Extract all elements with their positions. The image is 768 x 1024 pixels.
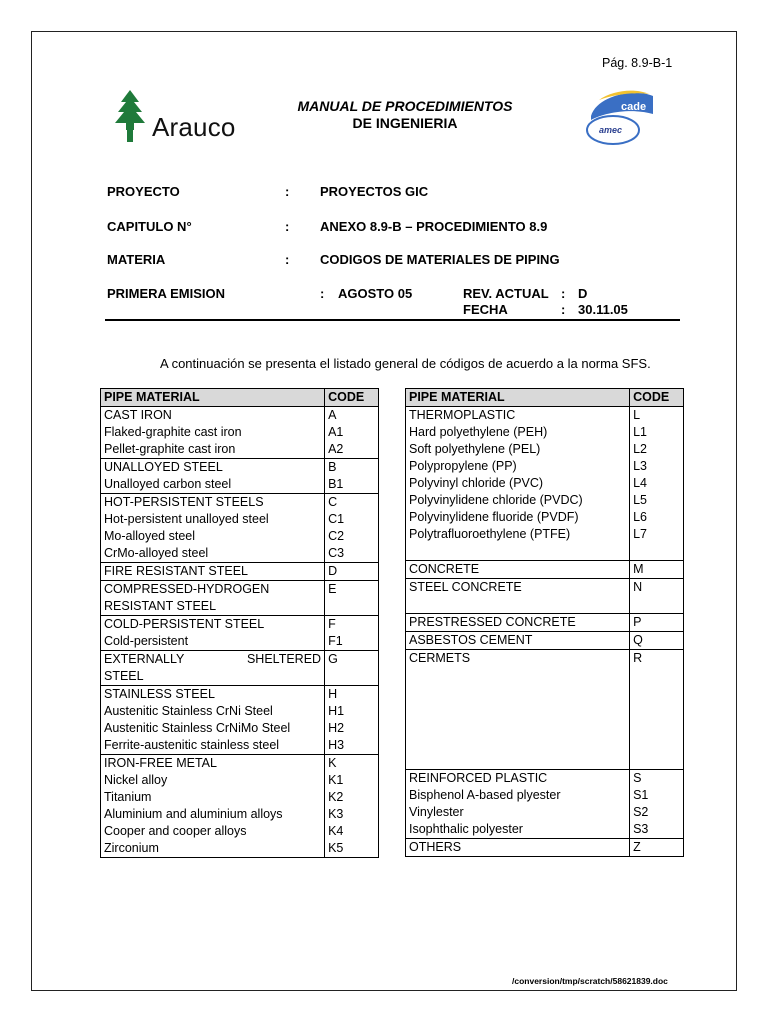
- material-cell: Nickel alloy: [101, 772, 325, 789]
- code-cell: D: [325, 563, 379, 581]
- material-cell: [406, 752, 630, 770]
- table-row: [406, 821, 684, 839]
- table-row: [101, 424, 379, 441]
- table-row: [101, 772, 379, 789]
- table-row: [101, 545, 379, 563]
- table-row: [406, 475, 684, 492]
- code-cell: [630, 543, 684, 561]
- emision-value: AGOSTO 05: [338, 286, 413, 301]
- materia-label: MATERIA: [107, 252, 166, 267]
- code-cell: [325, 598, 379, 616]
- fecha-value: 30.11.05: [578, 302, 628, 317]
- code-cell: F1: [325, 633, 379, 651]
- table-row: [101, 511, 379, 528]
- table-row: [101, 616, 379, 634]
- material-cell: COLD-PERSISTENT STEEL: [101, 616, 325, 634]
- code-cell: K1: [325, 772, 379, 789]
- material-cell: Austenitic Stainless CrNi Steel: [101, 703, 325, 720]
- code-cell: B1: [325, 476, 379, 494]
- table-row: [101, 840, 379, 858]
- rev-label: REV. ACTUAL: [463, 286, 549, 301]
- material-cell: COMPRESSED-HYDROGEN: [101, 581, 325, 599]
- material-cell: Aluminium and aluminium alloys: [101, 806, 325, 823]
- material-cell: Ferrite-austenitic stainless steel: [101, 737, 325, 755]
- table-row: [406, 492, 684, 509]
- material-cell: Polypropylene (PP): [406, 458, 630, 475]
- capitulo-colon: :: [285, 219, 290, 234]
- material-cell: IRON-FREE METAL: [101, 755, 325, 773]
- code-cell: H3: [325, 737, 379, 755]
- code-cell: [630, 667, 684, 684]
- material-cell: Soft polyethylene (PEL): [406, 441, 630, 458]
- table-row: [101, 459, 379, 477]
- code-cell: Q: [630, 632, 684, 650]
- materia-value: CODIGOS DE MATERIALES DE PIPING: [320, 252, 560, 267]
- table-row: [101, 633, 379, 651]
- table-row: [406, 509, 684, 526]
- code-cell: L1: [630, 424, 684, 441]
- table-row: [406, 543, 684, 561]
- material-cell: [406, 667, 630, 684]
- table-row: [406, 667, 684, 684]
- table-row: [101, 476, 379, 494]
- table-row: [406, 735, 684, 752]
- code-cell: L5: [630, 492, 684, 509]
- material-cell: [406, 543, 630, 561]
- table-row: [406, 632, 684, 650]
- material-cell: [406, 701, 630, 718]
- material-cell: CONCRETE: [406, 561, 630, 579]
- capitulo-value: ANEXO 8.9-B – PROCEDIMIENTO 8.9: [320, 219, 548, 234]
- tree-icon: [112, 90, 148, 144]
- code-cell: K5: [325, 840, 379, 858]
- code-cell: G: [325, 651, 379, 669]
- rev-colon: :: [561, 286, 566, 301]
- code-cell: L7: [630, 526, 684, 543]
- footer-file-path: /conversion/tmp/scratch/58621839.doc: [512, 976, 668, 986]
- material-cell: [406, 684, 630, 701]
- left-header-material: PIPE MATERIAL: [101, 389, 325, 407]
- table-row: [101, 441, 379, 459]
- table-row: [101, 755, 379, 773]
- proyecto-value: PROYECTOS GIC: [320, 184, 429, 199]
- material-cell: CrMo-alloyed steel: [101, 545, 325, 563]
- material-cell: STAINLESS STEEL: [101, 686, 325, 704]
- arauco-logo-text: Arauco: [152, 112, 236, 142]
- code-cell: S: [630, 770, 684, 788]
- material-cell: CAST IRON: [101, 407, 325, 425]
- material-cell: Bisphenol A-based plyester: [406, 787, 630, 804]
- table-row: [101, 686, 379, 704]
- code-cell: [630, 735, 684, 752]
- code-cell: N: [630, 579, 684, 597]
- table-row: [101, 703, 379, 720]
- code-cell: A1: [325, 424, 379, 441]
- emision-colon: :: [320, 286, 325, 301]
- material-cell: STEEL: [101, 668, 325, 686]
- code-cell: P: [630, 614, 684, 632]
- material-cell: REINFORCED PLASTIC: [406, 770, 630, 788]
- code-cell: [630, 752, 684, 770]
- material-cell: Polyvinylidene chloride (PVDC): [406, 492, 630, 509]
- code-cell: M: [630, 561, 684, 579]
- document-title-line1: MANUAL DE PROCEDIMIENTOS: [297, 98, 513, 114]
- table-row: [406, 614, 684, 632]
- code-cell: K3: [325, 806, 379, 823]
- table-row: [406, 650, 684, 668]
- table-row: [406, 804, 684, 821]
- cade-logo-icon: [583, 86, 659, 150]
- material-cell: UNALLOYED STEEL: [101, 459, 325, 477]
- material-cell: Pellet-graphite cast iron: [101, 441, 325, 459]
- material-cell: Zirconium: [101, 840, 325, 858]
- material-cell: Unalloyed carbon steel: [101, 476, 325, 494]
- material-cell: Austenitic Stainless CrNiMo Steel: [101, 720, 325, 737]
- table-row: [406, 787, 684, 804]
- right-header-material: PIPE MATERIAL: [406, 389, 630, 407]
- table-row: [406, 526, 684, 543]
- material-cell: [406, 596, 630, 614]
- code-cell: [630, 718, 684, 735]
- proyecto-label: PROYECTO: [107, 184, 180, 199]
- material-cell: EXTERNALLY SHELTERED: [101, 651, 325, 669]
- code-cell: [630, 701, 684, 718]
- material-cell: OTHERS: [406, 839, 630, 857]
- code-cell: C2: [325, 528, 379, 545]
- header-divider: [105, 319, 680, 321]
- table-row: [101, 823, 379, 840]
- right-materials-table: [405, 388, 684, 857]
- code-cell: [630, 596, 684, 614]
- table-row: [101, 581, 379, 599]
- code-cell: L6: [630, 509, 684, 526]
- table-row: [101, 720, 379, 737]
- material-cell: [406, 735, 630, 752]
- material-cell: Cold-persistent: [101, 633, 325, 651]
- table-row: [406, 441, 684, 458]
- code-cell: H1: [325, 703, 379, 720]
- table-row: [101, 651, 379, 669]
- right-header-code: CODE: [630, 389, 684, 407]
- materia-colon: :: [285, 252, 290, 267]
- table-row: [101, 668, 379, 686]
- code-cell: K2: [325, 789, 379, 806]
- table-row: [101, 598, 379, 616]
- code-cell: L4: [630, 475, 684, 492]
- code-cell: H2: [325, 720, 379, 737]
- table-row: [406, 770, 684, 788]
- code-cell: S3: [630, 821, 684, 839]
- table-row: [101, 789, 379, 806]
- code-cell: C3: [325, 545, 379, 563]
- table-row: [406, 458, 684, 475]
- code-cell: S2: [630, 804, 684, 821]
- table-row: [406, 561, 684, 579]
- left-materials-table: [100, 388, 379, 858]
- page-number: Pág. 8.9-B-1: [602, 56, 673, 70]
- code-cell: A2: [325, 441, 379, 459]
- document-title-line2: DE INGENIERIA: [352, 115, 458, 131]
- material-cell: Polytrafluoroethylene (PTFE): [406, 526, 630, 543]
- material-cell: PRESTRESSED CONCRETE: [406, 614, 630, 632]
- table-row: [406, 718, 684, 735]
- code-cell: C: [325, 494, 379, 512]
- code-cell: S1: [630, 787, 684, 804]
- code-cell: A: [325, 407, 379, 425]
- code-cell: C1: [325, 511, 379, 528]
- fecha-label: FECHA: [463, 302, 508, 317]
- table-row: [101, 563, 379, 581]
- rev-value: D: [578, 286, 588, 301]
- code-cell: F: [325, 616, 379, 634]
- table-row: [406, 839, 684, 857]
- cade-logo-text: cade: [621, 101, 647, 113]
- material-cell: Mo-alloyed steel: [101, 528, 325, 545]
- table-row: [406, 579, 684, 597]
- document-title: [270, 98, 540, 132]
- code-cell: L3: [630, 458, 684, 475]
- code-cell: H: [325, 686, 379, 704]
- table-row: [406, 424, 684, 441]
- material-cell: Polyvinyl chloride (PVC): [406, 475, 630, 492]
- material-cell: Vinylester: [406, 804, 630, 821]
- material-cell: Cooper and cooper alloys: [101, 823, 325, 840]
- intro-paragraph: A continuación se presenta el listado general de códigos de acuerdo a la norma SFS.: [160, 356, 651, 371]
- code-cell: L2: [630, 441, 684, 458]
- material-cell: Titanium: [101, 789, 325, 806]
- material-cell: ASBESTOS CEMENT: [406, 632, 630, 650]
- material-cell: STEEL CONCRETE: [406, 579, 630, 597]
- table-row: [406, 407, 684, 425]
- code-cell: Z: [630, 839, 684, 857]
- table-row: [101, 528, 379, 545]
- code-cell: [325, 668, 379, 686]
- code-cell: [630, 684, 684, 701]
- table-row: [406, 684, 684, 701]
- table-row: [406, 752, 684, 770]
- material-cell: Polyvinylidene fluoride (PVDF): [406, 509, 630, 526]
- material-cell: THERMOPLASTIC: [406, 407, 630, 425]
- code-cell: K4: [325, 823, 379, 840]
- material-cell: CERMETS: [406, 650, 630, 668]
- material-cell: Isophthalic polyester: [406, 821, 630, 839]
- code-cell: B: [325, 459, 379, 477]
- code-cell: L: [630, 407, 684, 425]
- code-cell: K: [325, 755, 379, 773]
- material-cell: Flaked-graphite cast iron: [101, 424, 325, 441]
- proyecto-colon: :: [285, 184, 290, 199]
- left-header-code: CODE: [325, 389, 379, 407]
- material-cell: Hot-persistent unalloyed steel: [101, 511, 325, 528]
- material-cell: Hard polyethylene (PEH): [406, 424, 630, 441]
- arauco-logo: [112, 88, 262, 148]
- code-cell: E: [325, 581, 379, 599]
- amec-logo-text: amec: [599, 125, 623, 135]
- table-row: [101, 494, 379, 512]
- code-cell: R: [630, 650, 684, 668]
- material-cell: [406, 718, 630, 735]
- table-row: [101, 737, 379, 755]
- emision-label: PRIMERA EMISION: [107, 286, 225, 301]
- table-row: [406, 701, 684, 718]
- table-row: [101, 806, 379, 823]
- material-cell: FIRE RESISTANT STEEL: [101, 563, 325, 581]
- fecha-colon: :: [561, 302, 566, 317]
- material-cell: HOT-PERSISTENT STEELS: [101, 494, 325, 512]
- table-row: [406, 596, 684, 614]
- material-cell: RESISTANT STEEL: [101, 598, 325, 616]
- table-row: [101, 407, 379, 425]
- cade-amec-logo: [583, 86, 659, 150]
- capitulo-label: CAPITULO N°: [107, 219, 192, 234]
